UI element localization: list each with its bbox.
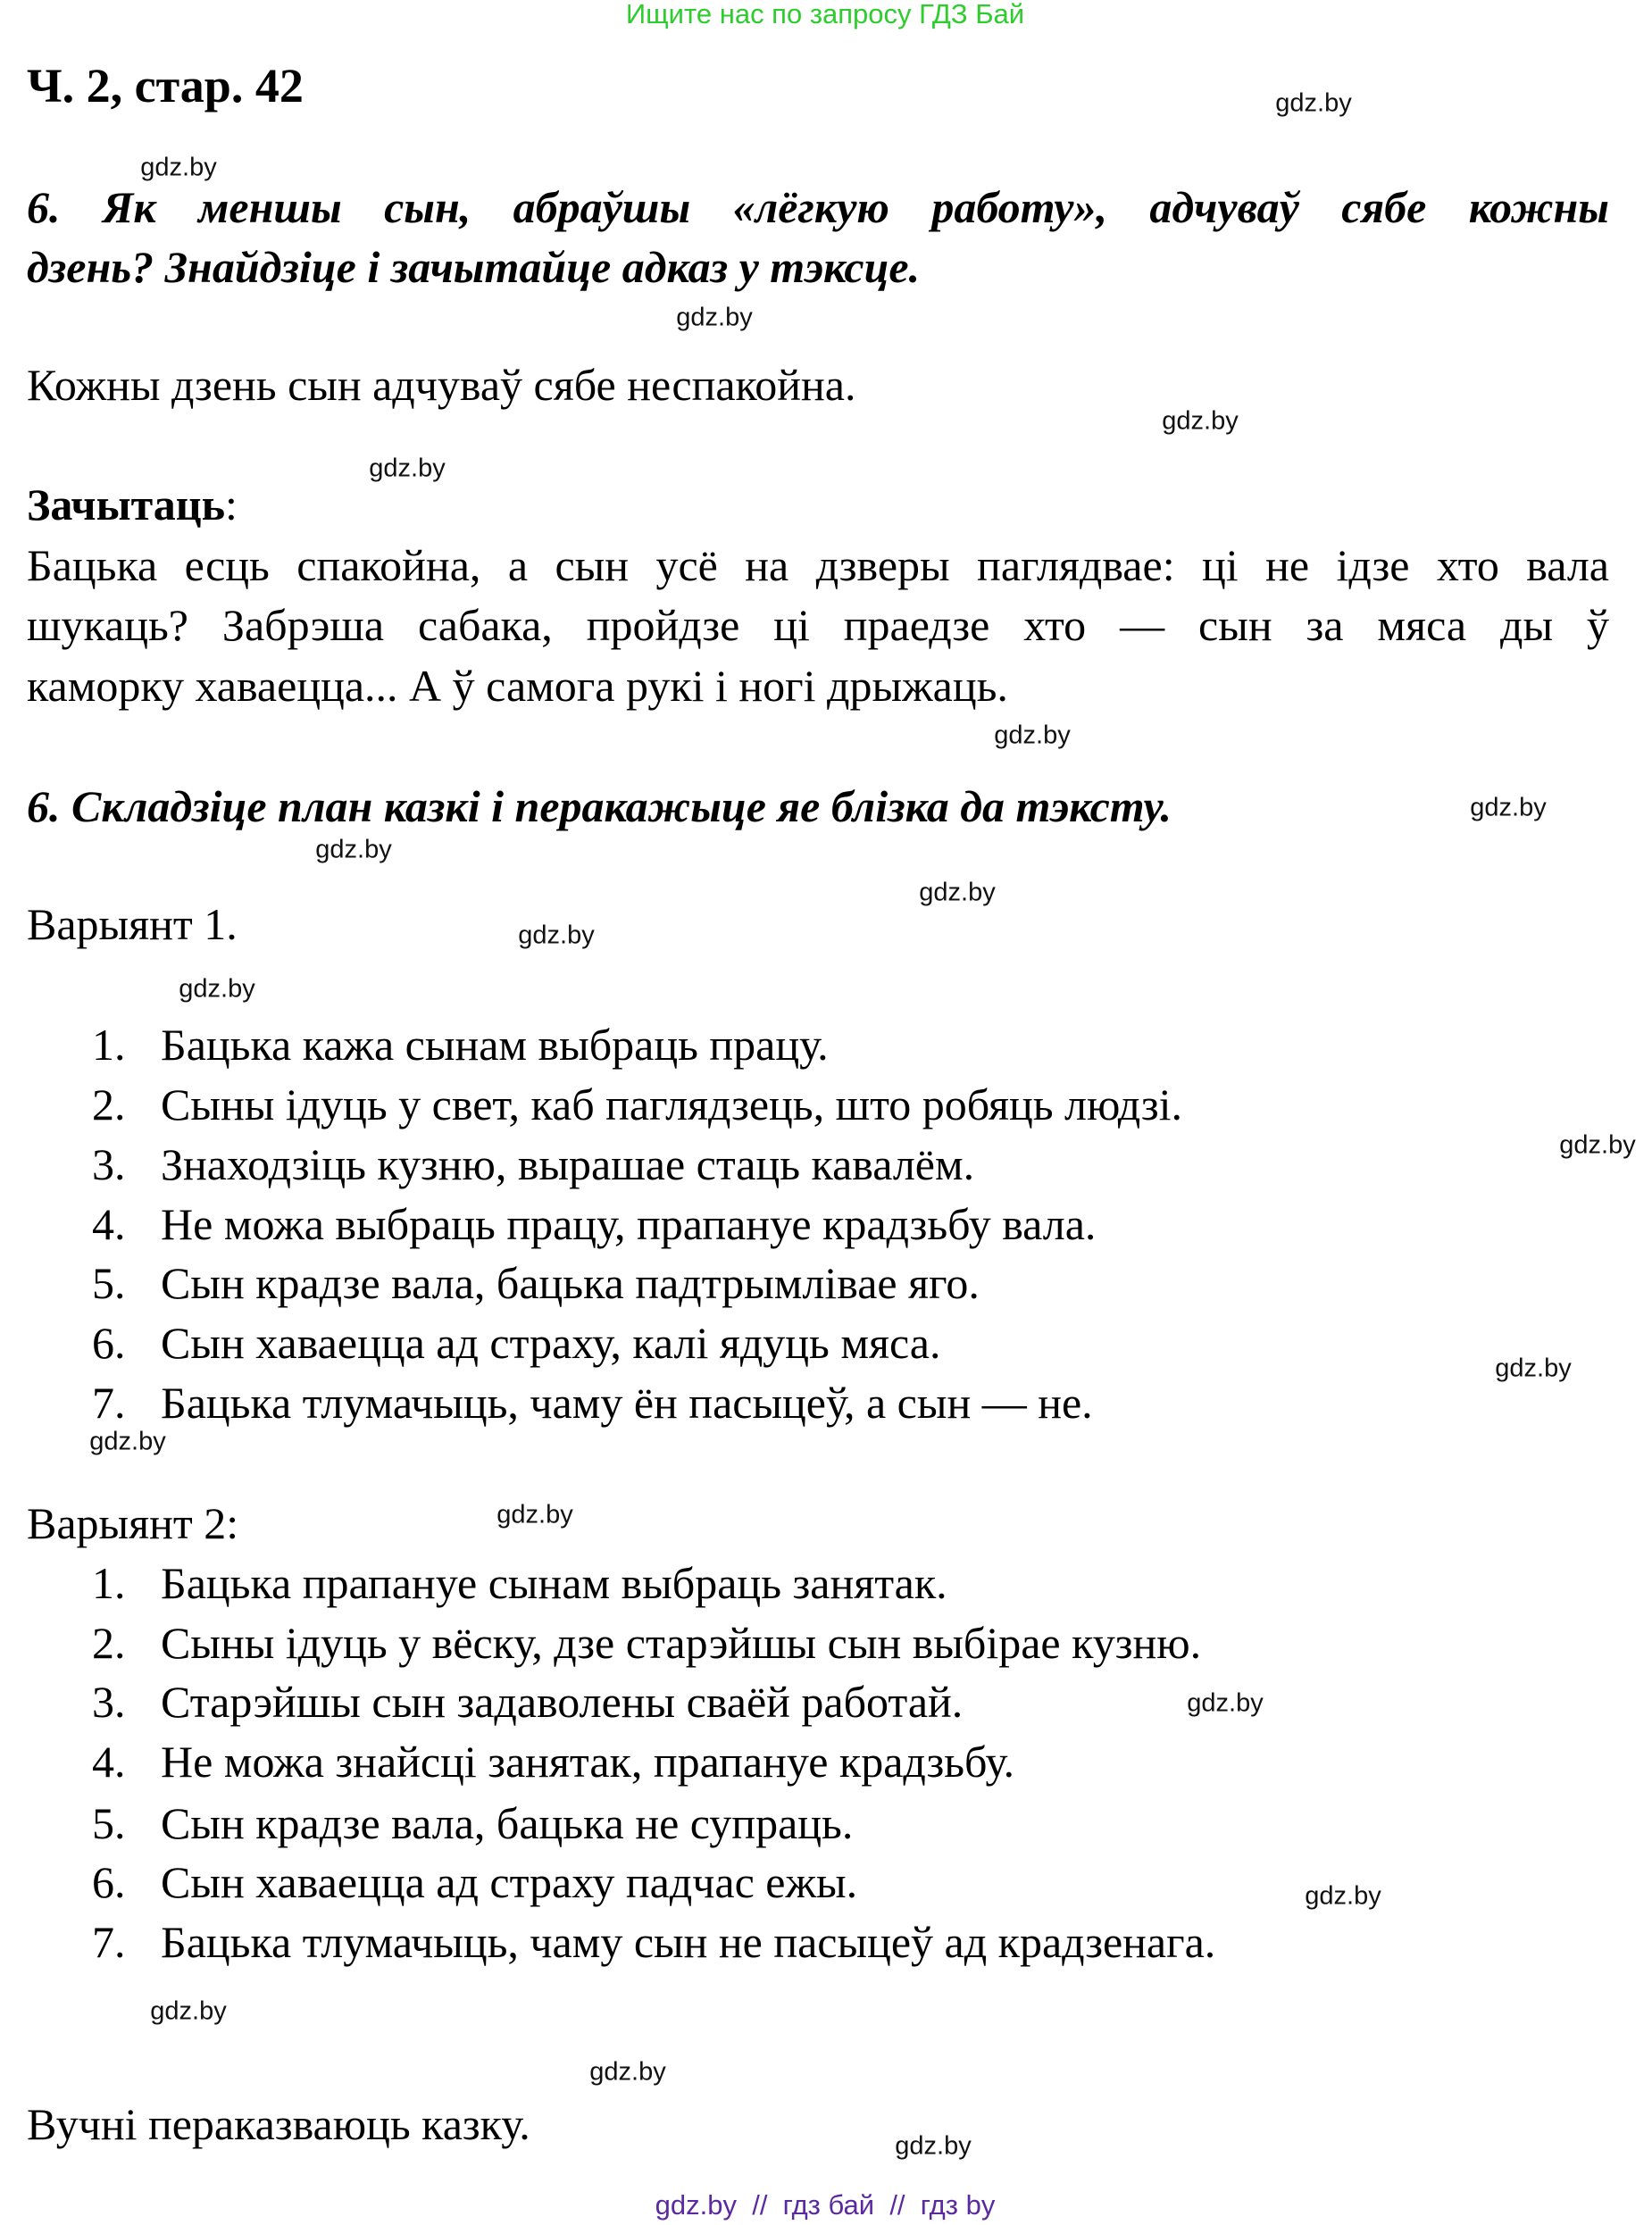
watermark: gdz.by	[315, 835, 392, 864]
watermark: gdz.by	[994, 721, 1071, 750]
watermark: gdz.by	[1275, 88, 1352, 118]
watermark: gdz.by	[140, 153, 217, 182]
list-item-number: 3.	[92, 1677, 126, 1727]
list-item-number: 7.	[92, 1378, 126, 1428]
watermark: gdz.by	[1305, 1881, 1381, 1911]
list-item: Не можа выбраць працу, прапануе крадзьбу вала.	[161, 1199, 1097, 1249]
variant-2-label: Варыянт 2:	[27, 1498, 239, 1548]
list-item-number: 7.	[92, 1917, 126, 1967]
list-item-number: 4.	[92, 1199, 126, 1249]
read-heading	[27, 479, 238, 530]
watermark: gdz.by	[895, 2131, 972, 2161]
watermark: gdz.by	[369, 454, 446, 483]
read-label: Зачытаць	[27, 479, 226, 529]
list-item: Не можа знайсці занятак, прапануе крадзьбу.	[161, 1737, 1015, 1787]
list-item: Сын хаваецца ад страху падчас ежы.	[161, 1857, 858, 1907]
watermark: gdz.by	[676, 303, 753, 332]
question-1-line-2: дзень? Знайдзіце і зачытайце адказ у тэксце.	[27, 242, 921, 292]
answer-1: Кожны дзень сын адчуваў сябе неспакойна.	[27, 360, 856, 410]
quote-line-3: каморку хаваецца... А ў самога рукі і ногі дрыжаць.	[27, 661, 1008, 711]
question-2: 6. Складзіце план казкі і перакажыце яе блізка да тэксту.	[27, 781, 1172, 831]
watermark: gdz.by	[1495, 1354, 1572, 1383]
list-item: Бацька тлумачыць, чаму ён пасыцеў, а сын — не.	[161, 1378, 1093, 1428]
list-item: Сын хаваецца ад страху, калі ядуць мяса.	[161, 1318, 941, 1368]
watermark: gdz.by	[1162, 406, 1239, 436]
final-note: Вучні пераказваюць казку.	[27, 2099, 530, 2149]
watermark: gdz.by	[1187, 1688, 1264, 1718]
watermark: gdz.by	[589, 2057, 666, 2087]
list-item: Знаходзіць кузню, вырашае стаць кавалём.	[161, 1139, 975, 1189]
list-item: Сыны ідуць у свет, каб паглядзець, што робяць людзі.	[161, 1079, 1182, 1129]
variant-1-label: Варыянт 1.	[27, 899, 238, 949]
watermark: gdz.by	[1470, 793, 1547, 822]
list-item-number: 4.	[92, 1737, 126, 1787]
list-item: Бацька кажа сынам выбраць працу.	[161, 1020, 829, 1070]
watermark: gdz.by	[518, 921, 595, 950]
watermark: gdz.by	[179, 974, 255, 1004]
read-colon: :	[225, 479, 238, 529]
list-item: Старэйшы сын задаволены сваёй работай.	[161, 1677, 964, 1727]
list-item-number: 3.	[92, 1139, 126, 1189]
watermark: gdz.by	[89, 1427, 166, 1456]
search-banner: Ищите нас по запросу ГДЗ Бай	[625, 0, 1025, 29]
quote-line-1: Бацька есць спакойна, а сын усё на дзверы паглядвае: ці не ідзе хто вала	[27, 540, 1609, 590]
watermark: gdz.by	[496, 1500, 573, 1529]
watermark: gdz.by	[150, 1996, 227, 2026]
list-item-number: 5.	[92, 1258, 126, 1308]
list-item-number: 1.	[92, 1558, 126, 1608]
list-item: Сын крадзе вала, бацька падтрымлівае яго.	[161, 1258, 980, 1308]
list-item: Бацька тлумачыць, чаму сын не пасыцеў ад крадзенага.	[161, 1917, 1216, 1967]
watermark: gdz.by	[1559, 1130, 1636, 1160]
list-item-number: 2.	[92, 1618, 126, 1668]
page-title: Ч. 2, стар. 42	[27, 59, 304, 112]
list-item-number: 5.	[92, 1798, 126, 1848]
list-item-number: 6.	[92, 1857, 126, 1907]
watermark: gdz.by	[919, 878, 996, 907]
list-item-number: 1.	[92, 1020, 126, 1070]
question-1-line-1: 6. Як меншы сын, абраўшы «лёгкую работу», адчуваў сябе кожны	[27, 182, 1609, 232]
list-item: Сын крадзе вала, бацька не супраць.	[161, 1798, 854, 1848]
list-item-number: 2.	[92, 1079, 126, 1129]
list-item: Бацька прапануе сынам выбраць занятак.	[161, 1558, 947, 1608]
quote-line-2: шукаць? Забрэша сабака, пройдзе ці праедзе хто — сын за мяса ды ў	[27, 600, 1609, 650]
list-item: Сыны ідуць у вёску, дзе старэйшы сын выбірае кузню.	[161, 1618, 1202, 1668]
list-item-number: 6.	[92, 1318, 126, 1368]
footer-links[interactable]: gdz.by // гдз бай // гдз by	[655, 2189, 996, 2221]
